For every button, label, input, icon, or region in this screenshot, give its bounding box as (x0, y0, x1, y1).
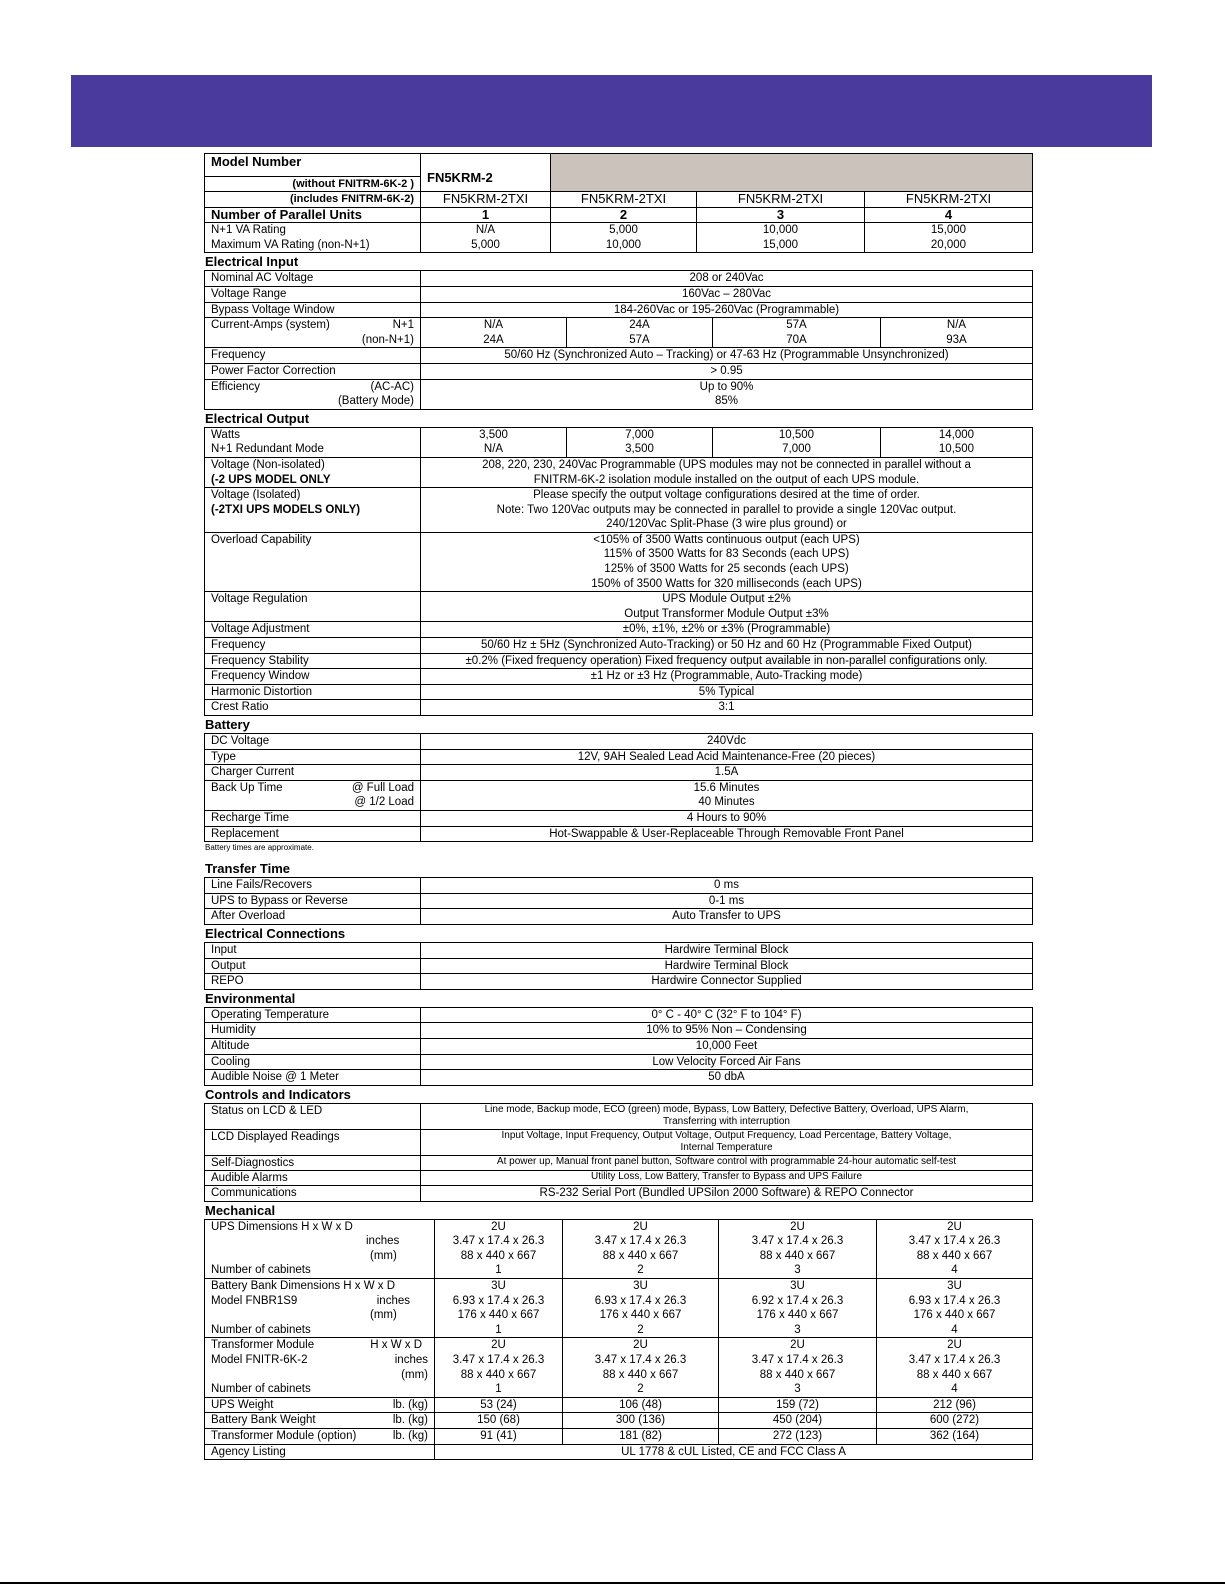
voltage-adjustment-value: ±0%, ±1%, ±2% or ±3% (Programmable) (421, 622, 1033, 638)
transformer-weight-label: Transformer Module (option) lb. (kg) (205, 1428, 435, 1444)
status-label: Status on LCD & LED (205, 1103, 421, 1129)
frequency-stability-label: Frequency Stability (205, 653, 421, 669)
charger-current-label: Charger Current (205, 765, 421, 781)
audible-noise-value: 50 dbA (421, 1070, 1033, 1086)
agency-listing-label: Agency Listing (205, 1444, 435, 1460)
audible-alarms-label: Audible Alarms (205, 1171, 421, 1186)
input-frequency-value: 50/60 Hz (Synchronized Auto – Tracking) or 47-63 Hz (Programmable Unsynchronized) (421, 348, 1033, 364)
current-4: N/A 93A (881, 318, 1033, 348)
voltage-range-label: Voltage Range (205, 286, 421, 302)
efficiency-value: Up to 90% 85% (421, 379, 1033, 409)
battery-weight-3: 450 (204) (719, 1413, 877, 1429)
input-frequency-label: Frequency (205, 348, 421, 364)
transformer-dimensions-label: Transformer Module H x W x D Model FNITR-6K-2 inches (mm) Number of cabinets (205, 1338, 435, 1397)
harmonic-distortion-label: Harmonic Distortion (205, 684, 421, 700)
battery-type-label: Type (205, 749, 421, 765)
line-fails-label: Line Fails/Recovers (205, 878, 421, 894)
model-3: FN5KRM-2TXI (697, 192, 865, 208)
model-2: FN5KRM-2TXI (551, 192, 697, 208)
voltage-nonisolated-label: Voltage (Non-isolated) (-2 UPS MODEL ONLY (205, 457, 421, 487)
frequency-window-value: ±1 Hz or ±3 Hz (Programmable, Auto-Tracking mode) (421, 669, 1033, 685)
ups-weight-label: UPS Weight lb. (kg) (205, 1397, 435, 1413)
voltage-isolated-value: Please specify the output voltage configurations desired at the time of order. Note: Two 120Vac outputs may be connected in parallel to provide a single 120Vac output. 240/120Vac Split-Phase (3 wire plus ground) or (421, 488, 1033, 533)
recharge-time-value: 4 Hours to 90% (421, 810, 1033, 826)
conn-input-value: Hardwire Terminal Block (421, 942, 1033, 958)
cooling-value: Low Velocity Forced Air Fans (421, 1054, 1033, 1070)
ups-weight-3: 159 (72) (719, 1397, 877, 1413)
battery-table (204, 733, 1033, 842)
va-2: 5,000 10,000 (551, 223, 697, 253)
conn-output-label: Output (205, 958, 421, 974)
nominal-voltage-label: Nominal AC Voltage (205, 271, 421, 287)
replacement-label: Replacement (205, 826, 421, 842)
watts-label: Watts N+1 Redundant Mode (205, 427, 421, 457)
battery-weight-2: 300 (136) (563, 1413, 719, 1429)
self-diagnostics-label: Self-Diagnostics (205, 1156, 421, 1171)
ups-weight-1: 53 (24) (435, 1397, 563, 1413)
crest-ratio-value: 3:1 (421, 700, 1033, 716)
overload-value: <105% of 3500 Watts continuous output (each UPS) 115% of 3500 Watts for 83 Seconds (each UPS) 125% of 3500 Watts for 25 seconds (each UPS) 150% of 3500 Watts for 320 milliseconds (each UPS) (421, 532, 1033, 591)
battery-note: Battery times are approximate. (205, 843, 314, 853)
watts-4: 14,000 10,500 (881, 427, 1033, 457)
model-without-label: (without FNITRM-6K-2 ) (205, 177, 421, 192)
battery-weight-4: 600 (272) (877, 1413, 1033, 1429)
parallel-2: 2 (551, 207, 697, 223)
conn-repo-value: Hardwire Connector Supplied (421, 974, 1033, 990)
frequency-stability-value: ±0.2% (Fixed frequency operation) Fixed frequency output available in non-parallel configurations only. (421, 653, 1033, 669)
current-amps-label: Current-Amps (system) N+1 (non-N+1) (205, 318, 421, 348)
altitude-value: 10,000 Feet (421, 1038, 1033, 1054)
bb-dim-2: 3U 6.93 x 17.4 x 26.3 176 x 440 x 667 2 (563, 1279, 719, 1338)
model-header-grey (551, 154, 1033, 192)
section-electrical-input: Electrical Input (205, 254, 299, 270)
section-electrical-connections: Electrical Connections (205, 925, 346, 941)
backup-time-label: Back Up Time @ Full Load @ 1/2 Load (205, 780, 421, 810)
ups-dim-4: 2U 3.47 x 17.4 x 26.3 88 x 440 x 667 4 (877, 1219, 1033, 1278)
ups-dimensions-label: UPS Dimensions H x W x D inches (mm) Number of cabinets (205, 1219, 435, 1278)
current-1: N/A 24A (421, 318, 567, 348)
transformer-weight-1: 91 (41) (435, 1428, 563, 1444)
model-includes-label: (includes FNITRM-6K-2) (205, 192, 421, 208)
audible-noise-label: Audible Noise @ 1 Meter (205, 1070, 421, 1086)
bottom-rule (0, 1582, 1225, 1584)
line-fails-value: 0 ms (421, 878, 1033, 894)
nominal-voltage-value: 208 or 240Vac (421, 271, 1033, 287)
communications-label: Communications (205, 1186, 421, 1202)
backup-time-value: 15.6 Minutes 40 Minutes (421, 780, 1033, 810)
model-1-top: FN5KRM-2 (421, 154, 551, 192)
after-overload-value: Auto Transfer to UPS (421, 909, 1033, 925)
electrical-input-table (204, 270, 1033, 409)
header-banner (71, 75, 1152, 147)
ups-weight-4: 212 (96) (877, 1397, 1033, 1413)
transfer-table (204, 877, 1033, 925)
parallel-label: Number of Parallel Units (205, 207, 421, 223)
voltage-nonisolated-value: 208, 220, 230, 240Vac Programmable (UPS modules may not be connected in parallel without a FNITRM-6K-2 isolation module installed on the output of each UPS module. (421, 457, 1033, 487)
transformer-weight-3: 272 (123) (719, 1428, 877, 1444)
parallel-1: 1 (421, 207, 551, 223)
nplus1-va-label: N+1 VA Rating Maximum VA Rating (non-N+1) (205, 223, 421, 253)
section-electrical-output: Electrical Output (205, 410, 310, 426)
cooling-label: Cooling (205, 1054, 421, 1070)
output-frequency-value: 50/60 Hz ± 5Hz (Synchronized Auto-Tracking) or 50 Hz and 60 Hz (Programmable Fixed Output) (421, 638, 1033, 654)
va-1: N/A 5,000 (421, 223, 551, 253)
bb-dim-3: 3U 6.92 x 17.4 x 26.3 176 x 440 x 667 3 (719, 1279, 877, 1338)
spec-sheet (204, 153, 1032, 1460)
dc-voltage-value: 240Vdc (421, 734, 1033, 750)
model-table (204, 153, 1033, 253)
watts-1: 3,500 N/A (421, 427, 567, 457)
bb-dim-4: 3U 6.93 x 17.4 x 26.3 176 x 440 x 667 4 (877, 1279, 1033, 1338)
communications-value: RS-232 Serial Port (Bundled UPSilon 2000 Software) & REPO Connector (421, 1186, 1033, 1202)
voltage-regulation-value: UPS Module Output ±2% Output Transformer Module Output ±3% (421, 592, 1033, 622)
conn-output-value: Hardwire Terminal Block (421, 958, 1033, 974)
recharge-time-label: Recharge Time (205, 810, 421, 826)
voltage-adjustment-label: Voltage Adjustment (205, 622, 421, 638)
pf-label: Power Factor Correction (205, 363, 421, 379)
battery-bank-dimensions-label: Battery Bank Dimensions H x W x D Model FNBR1S9 inches (mm) Number of cabinets (205, 1279, 435, 1338)
electrical-output-table (204, 427, 1033, 716)
bypass-window-value: 184-260Vac or 195-260Vac (Programmable) (421, 302, 1033, 318)
environmental-table (204, 1007, 1033, 1086)
conn-input-label: Input (205, 942, 421, 958)
status-value: Line mode, Backup mode, ECO (green) mode, Bypass, Low Battery, Defective Battery, Overload, UPS Alarm, Transferring with interruption (421, 1103, 1033, 1129)
ups-dim-1: 2U 3.47 x 17.4 x 26.3 88 x 440 x 667 1 (435, 1219, 563, 1278)
charger-current-value: 1.5A (421, 765, 1033, 781)
humidity-value: 10% to 95% Non – Condensing (421, 1023, 1033, 1039)
current-2: 24A 57A (567, 318, 713, 348)
ups-dim-3: 2U 3.47 x 17.4 x 26.3 88 x 440 x 667 3 (719, 1219, 877, 1278)
bb-dim-1: 3U 6.93 x 17.4 x 26.3 176 x 440 x 667 1 (435, 1279, 563, 1338)
replacement-value: Hot-Swappable & User-Replaceable Through Removable Front Panel (421, 826, 1033, 842)
section-transfer-time: Transfer Time (205, 861, 291, 877)
voltage-regulation-label: Voltage Regulation (205, 592, 421, 622)
connections-table (204, 942, 1033, 990)
operating-temp-value: 0° C - 40° C (32° F to 104° F) (421, 1007, 1033, 1023)
overload-label: Overload Capability (205, 532, 421, 591)
battery-weight-1: 150 (68) (435, 1413, 563, 1429)
current-3: 57A 70A (713, 318, 881, 348)
efficiency-label: Efficiency (AC-AC) (Battery Mode) (205, 379, 421, 409)
ups-bypass-value: 0-1 ms (421, 893, 1033, 909)
agency-listing-value: UL 1778 & cUL Listed, CE and FCC Class A (435, 1444, 1033, 1460)
lcd-readings-label: LCD Displayed Readings (205, 1129, 421, 1155)
section-battery: Battery (205, 717, 250, 732)
bypass-window-label: Bypass Voltage Window (205, 302, 421, 318)
pf-value: > 0.95 (421, 363, 1033, 379)
mechanical-table (204, 1219, 1033, 1461)
battery-type-value: 12V, 9AH Sealed Lead Acid Maintenance-Free (20 pieces) (421, 749, 1033, 765)
self-diagnostics-value: At power up, Manual front panel button, Software control with programmable 24-hour automatic self-test (421, 1156, 1033, 1171)
parallel-4: 4 (865, 207, 1033, 223)
altitude-label: Altitude (205, 1038, 421, 1054)
tm-dim-1: 2U 3.47 x 17.4 x 26.3 88 x 440 x 667 1 (435, 1338, 563, 1397)
dc-voltage-label: DC Voltage (205, 734, 421, 750)
humidity-label: Humidity (205, 1023, 421, 1039)
harmonic-distortion-value: 5% Typical (421, 684, 1033, 700)
va-4: 15,000 20,000 (865, 223, 1033, 253)
section-environmental: Environmental (205, 990, 296, 1006)
transformer-weight-4: 362 (164) (877, 1428, 1033, 1444)
tm-dim-4: 2U 3.47 x 17.4 x 26.3 88 x 440 x 667 4 (877, 1338, 1033, 1397)
ups-dim-2: 2U 3.47 x 17.4 x 26.3 88 x 440 x 667 2 (563, 1219, 719, 1278)
conn-repo-label: REPO (205, 974, 421, 990)
watts-3: 10,500 7,000 (713, 427, 881, 457)
output-frequency-label: Frequency (205, 638, 421, 654)
parallel-3: 3 (697, 207, 865, 223)
ups-weight-2: 106 (48) (563, 1397, 719, 1413)
transformer-weight-2: 181 (82) (563, 1428, 719, 1444)
operating-temp-label: Operating Temperature (205, 1007, 421, 1023)
model-1: FN5KRM-2TXI (421, 192, 551, 208)
section-mechanical: Mechanical (205, 1202, 276, 1218)
voltage-range-value: 160Vac – 280Vac (421, 286, 1033, 302)
audible-alarms-value: Utility Loss, Low Battery, Transfer to Bypass and UPS Failure (421, 1171, 1033, 1186)
controls-table (204, 1103, 1033, 1202)
watts-2: 7,000 3,500 (567, 427, 713, 457)
crest-ratio-label: Crest Ratio (205, 700, 421, 716)
lcd-readings-value: Input Voltage, Input Frequency, Output Voltage, Output Frequency, Load Percentage, Battery Voltage, Internal Temperature (421, 1129, 1033, 1155)
frequency-window-label: Frequency Window (205, 669, 421, 685)
model-number-label: Model Number (205, 154, 421, 177)
voltage-isolated-label: Voltage (Isolated) (-2TXI UPS MODELS ONLY) (205, 488, 421, 533)
after-overload-label: After Overload (205, 909, 421, 925)
section-controls: Controls and Indicators (205, 1086, 351, 1102)
ups-bypass-label: UPS to Bypass or Reverse (205, 893, 421, 909)
va-3: 10,000 15,000 (697, 223, 865, 253)
tm-dim-3: 2U 3.47 x 17.4 x 26.3 88 x 440 x 667 3 (719, 1338, 877, 1397)
model-4: FN5KRM-2TXI (865, 192, 1033, 208)
tm-dim-2: 2U 3.47 x 17.4 x 26.3 88 x 440 x 667 2 (563, 1338, 719, 1397)
battery-weight-label: Battery Bank Weight lb. (kg) (205, 1413, 435, 1429)
